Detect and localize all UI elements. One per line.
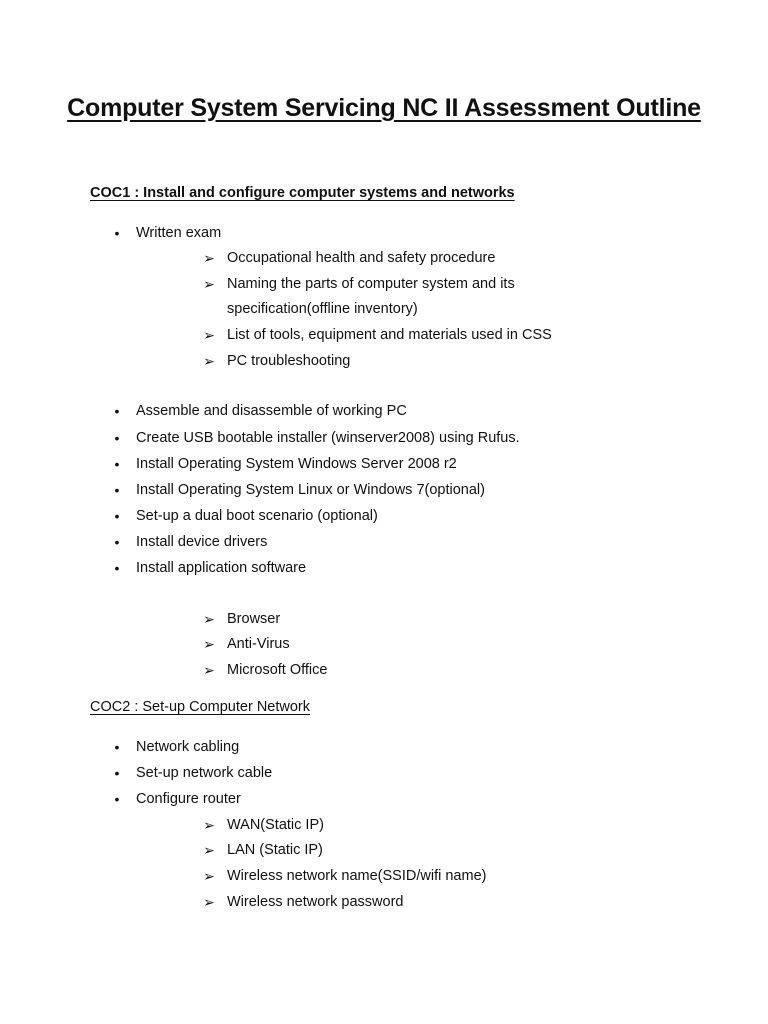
arrow-bullet-icon: ➢ [203,662,215,678]
bullet-icon: • [114,534,120,550]
software-item: Anti-Virus [227,636,290,652]
coc1-heading: COC1 : Install and configure computer systems and networks [90,185,515,201]
software-item: Microsoft Office [227,662,328,678]
arrow-bullet-icon: ➢ [203,353,215,369]
bullet-icon: • [114,456,120,472]
router-config-item: Wireless network name(SSID/wifi name) [227,868,487,884]
written-exam-subitem: Occupational health and safety procedure [227,250,496,266]
router-config-item: LAN (Static IP) [227,842,323,858]
software-item: Browser [227,611,281,627]
coc2-task-item: Network cabling [136,739,240,755]
bullet-icon: • [114,482,120,498]
bullet-icon: • [114,560,120,576]
coc1-task-item: Install Operating System Windows Server 2008 r2 [136,456,457,472]
router-config-item: Wireless network password [227,894,404,910]
bullet-icon: • [114,508,120,524]
arrow-bullet-icon: ➢ [203,611,215,627]
arrow-bullet-icon: ➢ [203,868,215,884]
coc2-task-item: Set-up network cable [136,765,273,781]
arrow-bullet-icon: ➢ [203,276,215,292]
bullet-icon: • [114,403,120,419]
coc2-heading: COC2 : Set-up Computer Network [90,699,310,715]
arrow-bullet-icon: ➢ [203,894,215,910]
coc1-task-item: Set-up a dual boot scenario (optional) [136,508,378,524]
arrow-bullet-icon: ➢ [203,842,215,858]
page-title: Computer System Servicing NC II Assessment Outline [67,94,701,122]
written-exam-subitem: PC troubleshooting [227,353,351,369]
coc1-task-item: Install Operating System Linux or Windows 7(optional) [136,482,485,498]
arrow-bullet-icon: ➢ [203,817,215,833]
arrow-bullet-icon: ➢ [203,250,215,266]
bullet-icon: • [114,739,120,755]
coc1-task-item: Install application software [136,560,307,576]
coc1-task-item: Assemble and disassemble of working PC [136,403,407,419]
written-exam-subitem-continued: specification(offline inventory) [227,301,418,317]
router-config-item: WAN(Static IP) [227,817,324,833]
arrow-bullet-icon: ➢ [203,327,215,343]
bullet-icon: • [114,765,120,781]
coc1-task-item: Install device drivers [136,534,268,550]
coc1-task-item: Create USB bootable installer (winserver2008) using Rufus. [136,430,520,446]
written-exam-item: Written exam [136,225,222,241]
written-exam-subitem: List of tools, equipment and materials used in CSS [227,327,552,343]
arrow-bullet-icon: ➢ [203,636,215,652]
bullet-icon: • [114,791,120,807]
coc2-task-item: Configure router [136,791,241,807]
bullet-icon: • [114,225,120,241]
bullet-icon: • [114,430,120,446]
written-exam-subitem: Naming the parts of computer system and its [227,276,515,292]
